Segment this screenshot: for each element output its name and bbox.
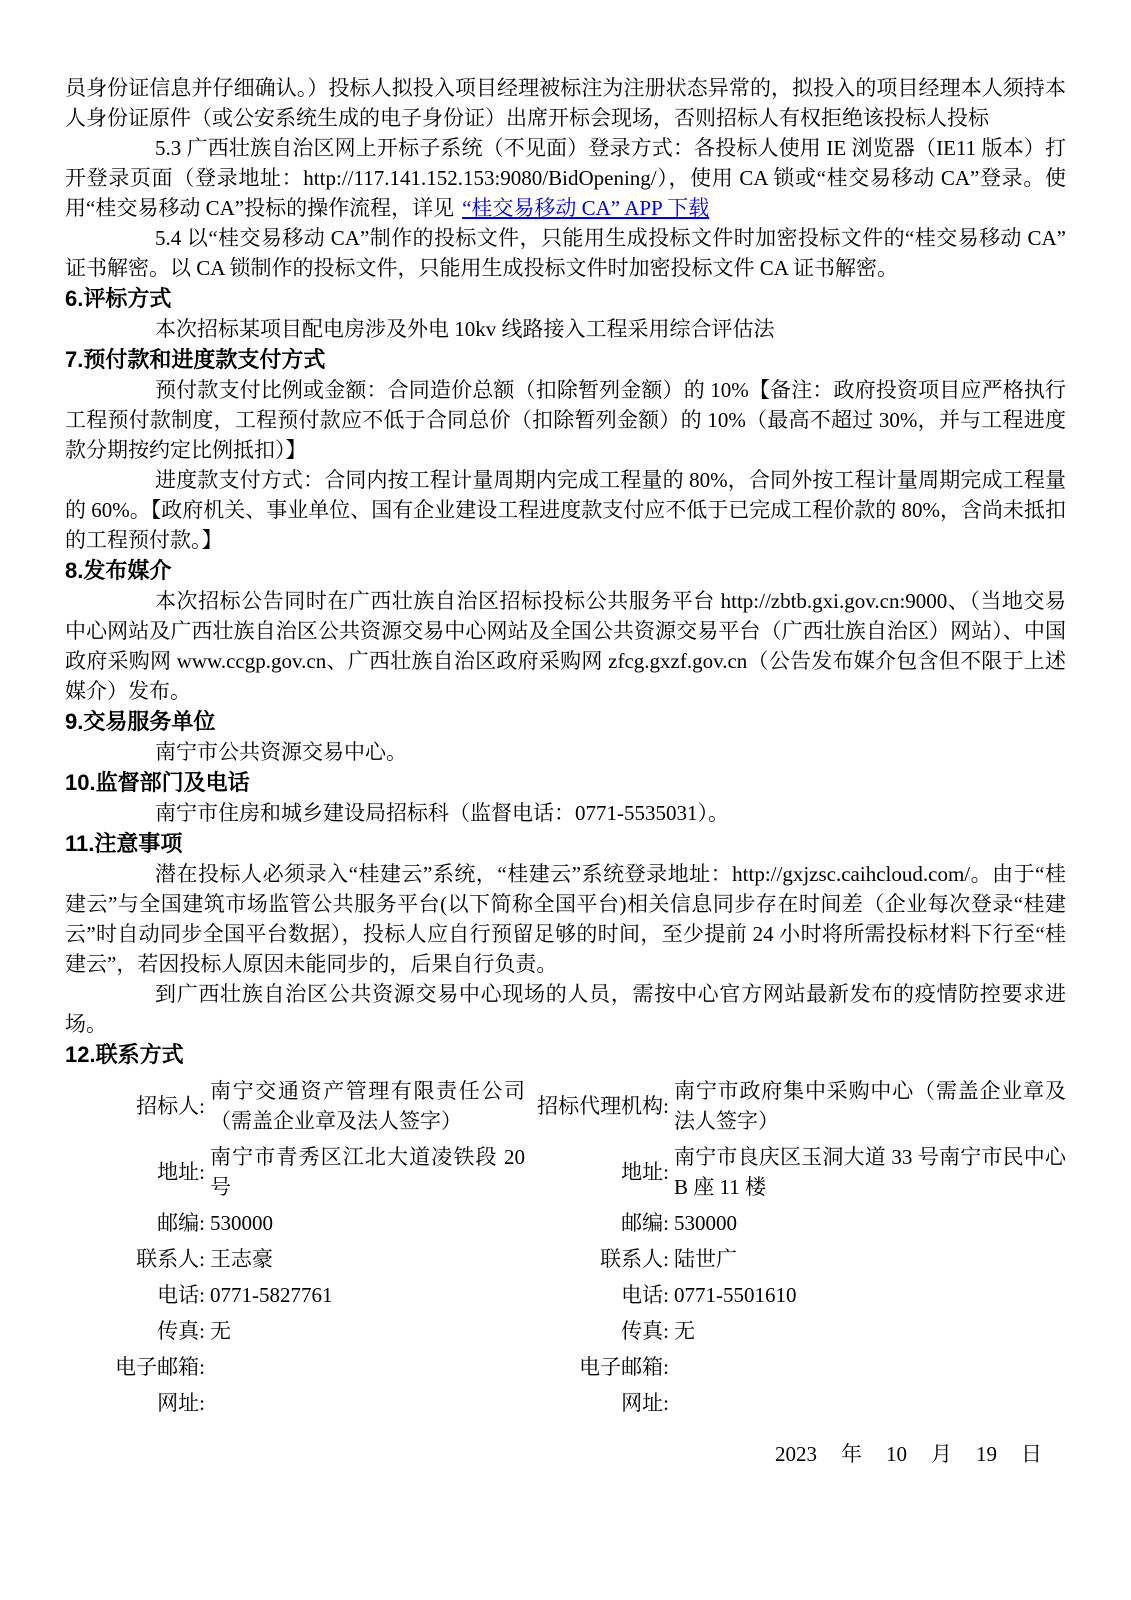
heading-prepayment-progress-payment: 7.预付款和进度款支付方式 (65, 347, 326, 372)
para-evaluation-method: 本次招标某项目配电房涉及外电 10kv 线路接入工程采用综合评估法 (155, 317, 775, 341)
agency-label: 招标代理机构: (537, 1094, 669, 1118)
tenderer-postcode-value: 530000 (210, 1211, 273, 1235)
tenderer-website-value (207, 1400, 525, 1406)
heading-publishing-media: 8.发布媒介 (65, 558, 172, 583)
para-5-3-text: 5.3 广西壮族自治区网上开标子系统（不见面）登录方式：各投标人使用 IE 浏览器（IE11 版本）打开登录页面（登录地址：http://117.141.152.153:9080/BidOpening/），使用 CA 锁或“桂交易移动 CA”登录。使用“桂交易移动 CA”投标的操作流程，详见 (65, 136, 1066, 220)
tenderer-contact-value: 王志豪 (210, 1247, 273, 1271)
heading-contact-info: 12.联系方式 (65, 1042, 184, 1067)
date-month: 10 (886, 1442, 907, 1466)
para-5-4-ca-decrypt: 5.4 以“桂交易移动 CA”制作的投标文件，只能用生成投标文件时加密投标文件的“桂交易移动 CA”证书解密。以 CA 锁制作的投标文件，只能用生成投标文件时加密投标文件 CA 证书解密。 (65, 226, 1066, 280)
heading-evaluation-method: 6.评标方式 (65, 286, 172, 311)
agency-contact-value: 陆世广 (674, 1247, 737, 1271)
agency-website-value (671, 1400, 1066, 1406)
agency-fax-value: 无 (674, 1319, 695, 1343)
tenderer-postcode-label: 邮编: (157, 1211, 205, 1235)
para-prepayment-ratio: 预付款支付比例或金额：合同造价总额（扣除暂列金额）的 10%【备注：政府投资项目应严格执行工程预付款制度，工程预付款应不低于合同总价（扣除暂列金额）的 10%（最高不超过 30%，并与工程进度款分期按约定比例抵扣）】 (65, 378, 1066, 462)
agency-address-value: 南宁市良庆区玉洞大道 33 号南宁市民中心 B 座 11 楼 (674, 1145, 1066, 1199)
agency-address-label: 地址: (621, 1160, 669, 1184)
para-trading-service-unit: 南宁市公共资源交易中心。 (155, 740, 407, 764)
agency-postcode-label: 邮编: (621, 1211, 669, 1235)
date-year: 2023 (775, 1442, 817, 1466)
agency-phone-value: 0771-5501610 (674, 1283, 797, 1307)
tenderer-phone-label: 电话: (157, 1283, 205, 1307)
agency-postcode-value: 530000 (674, 1211, 737, 1235)
agency-value: 南宁市政府集中采购中心（需盖企业章及法人签字） (674, 1079, 1066, 1133)
gui-trade-mobile-ca-app-download-link[interactable]: “桂交易移动 CA” APP 下载 (462, 196, 710, 220)
agency-website-label: 网址: (621, 1391, 669, 1415)
heading-supervision-department: 10.监督部门及电话 (65, 770, 250, 795)
para-notes-epidemic: 到广西壮族自治区公共资源交易中心现场的人员，需按中心官方网站最新发布的疫情防控要求进场。 (65, 982, 1066, 1036)
tenderer-label: 招标人: (136, 1094, 205, 1118)
heading-trading-service-unit: 9.交易服务单位 (65, 709, 216, 734)
heading-notes: 11.注意事项 (65, 831, 183, 856)
para-supervision-department: 南宁市住房和城乡建设局招标科（监督电话：0771-5535031）。 (155, 801, 729, 825)
para-publishing-media: 本次招标公告同时在广西壮族自治区招标投标公共服务平台 http://zbtb.gxi.gov.cn:9000、（当地交易中心网站及广西壮族自治区公共资源交易中心网站及全国公共资源交易平台（广西壮族自治区）网站）、中国政府采购网 www.ccgp.gov.cn、广西壮族自治区政府采购网 zfcg.gxzf.gov.cn（公告发布媒介包含但不限于上述媒介）发布。 (65, 589, 1066, 703)
date-day: 19 (976, 1442, 997, 1466)
agency-email-value (671, 1364, 1066, 1370)
tenderer-address-label: 地址: (157, 1160, 205, 1184)
agency-fax-label: 传真: (621, 1319, 669, 1343)
tenderer-email-label: 电子邮箱: (115, 1355, 205, 1379)
tenderer-address-value: 南宁市青秀区江北大道凌铁段 20 号 (210, 1145, 525, 1199)
contact-table (65, 1073, 1066, 1421)
tenderer-email-value (207, 1364, 525, 1370)
para-5-3-online-bid-opening (65, 133, 1066, 223)
agency-contact-label: 联系人: (600, 1247, 669, 1271)
date-year-label: 年 (841, 1442, 862, 1466)
date-day-label: 日 (1021, 1442, 1042, 1466)
tenderer-fax-label: 传真: (157, 1319, 205, 1343)
tenderer-contact-label: 联系人: (136, 1247, 205, 1271)
tenderer-value: 南宁交通资产管理有限责任公司（需盖企业章及法人签字） (210, 1079, 525, 1133)
para-id-card-confirmation: 员身份证信息并仔细确认。）投标人拟投入项目经理被标注为注册状态异常的，拟投入的项目经理本人须持本人身份证原件（或公安系统生成的电子身份证）出席开标会现场，否则招标人有权拒绝该投标人投标 (65, 76, 1066, 130)
tenderer-fax-value: 无 (210, 1319, 231, 1343)
tenderer-website-label: 网址: (157, 1391, 205, 1415)
date-month-label: 月 (931, 1442, 952, 1466)
agency-phone-label: 电话: (621, 1283, 669, 1307)
para-progress-payment-method: 进度款支付方式：合同内按工程计量周期内完成工程量的 80%，合同外按工程计量周期完成工程量的 60%。【政府机关、事业单位、国有企业建设工程进度款支付应不低于已完成工程价款的 80%，含尚未抵扣的工程预付款。】 (65, 468, 1066, 552)
document-date (65, 1439, 1066, 1469)
tenderer-phone-value: 0771-5827761 (210, 1283, 333, 1307)
agency-email-label: 电子邮箱: (579, 1355, 669, 1379)
para-notes-guijianyun: 潜在投标人必须录入“桂建云”系统，“桂建云”系统登录地址：http://gxjzsc.caihcloud.com/。由于“桂建云”与全国建筑市场监管公共服务平台(以下简称全国平台)相关信息同步存在时间差（企业每次登录“桂建云”时自动同步全国平台数据），投标人应自行预留足够的时间，至少提前 24 小时将所需投标材料下行至“桂建云”，若因投标人原因未能同步的，后果自行负责。 (65, 862, 1066, 976)
